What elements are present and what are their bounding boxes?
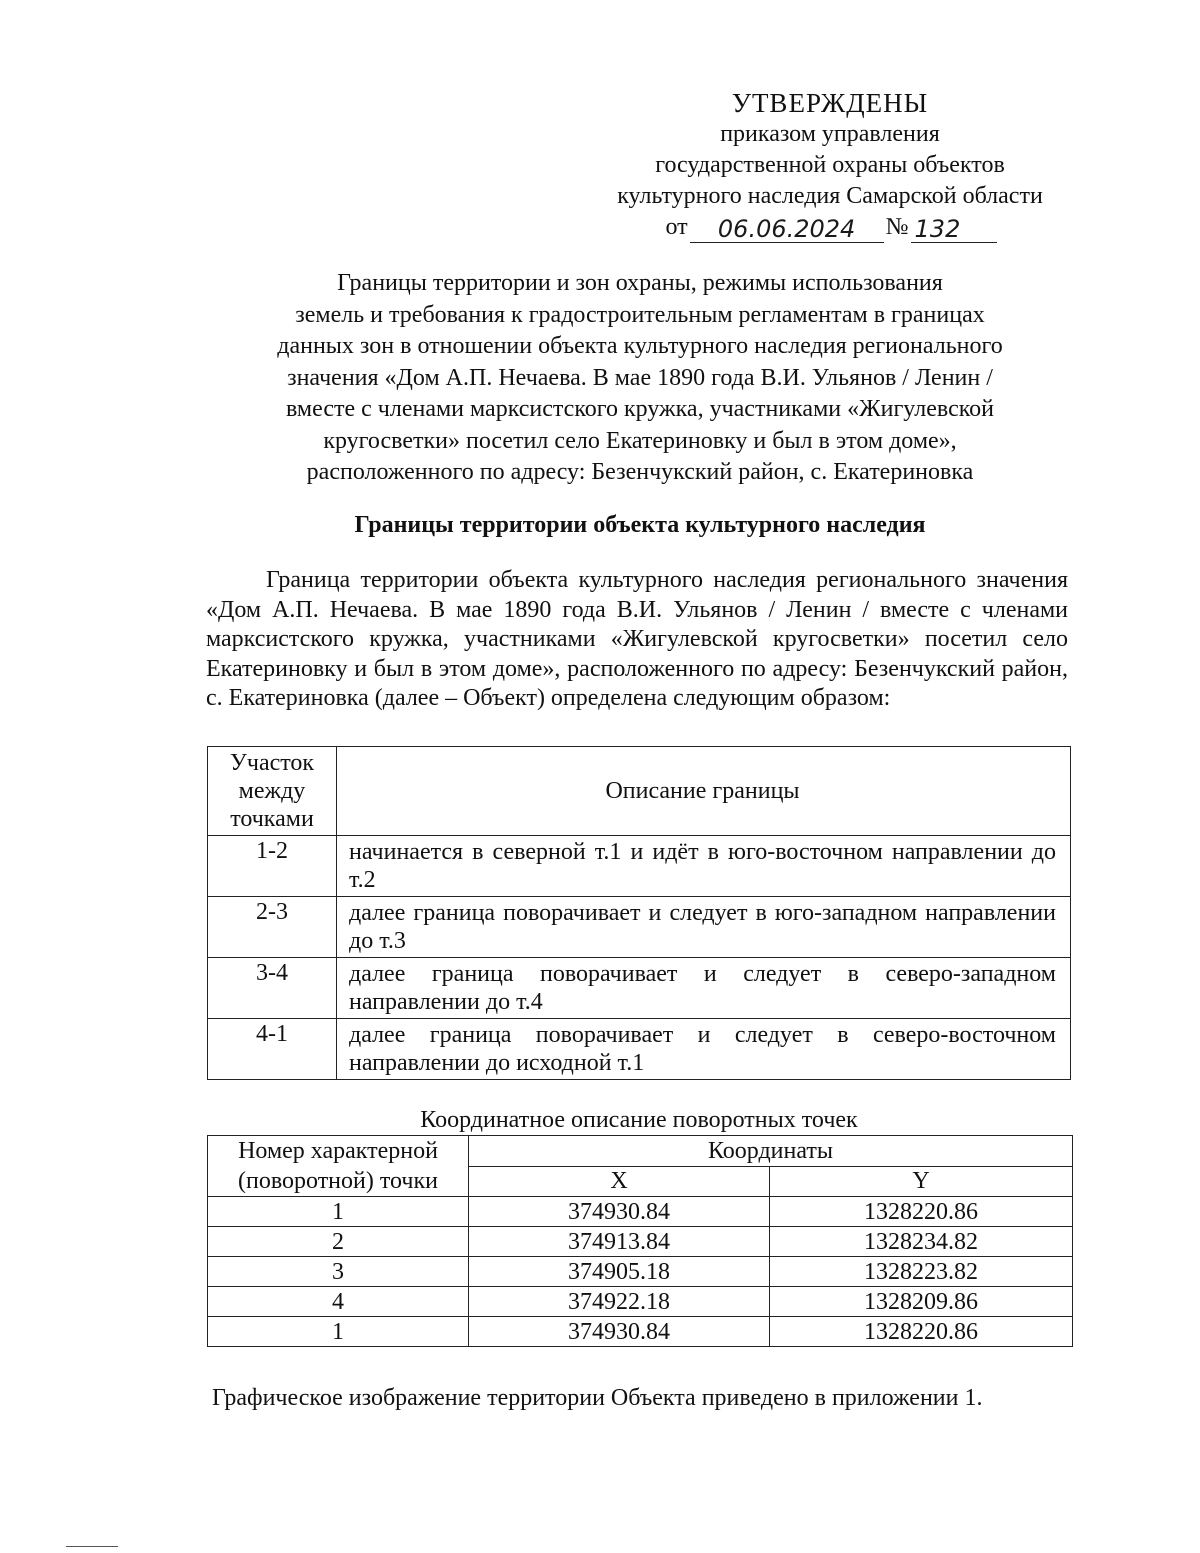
point-cell: 1 <box>208 1317 469 1347</box>
description-cell: далее граница поворачивает и следует в северо-восточном направлении до исходной т.1 <box>337 1019 1071 1080</box>
title-line: значения «Дом А.П. Нечаева. В мае 1890 года В.И. Ульянов / Ленин / <box>287 364 993 391</box>
table-header-row <box>208 1136 1073 1167</box>
point-cell: 1 <box>208 1197 469 1227</box>
header-description: Описание границы <box>337 747 1071 836</box>
from-label: от <box>665 214 688 240</box>
point-cell: 4 <box>208 1287 469 1317</box>
approval-block <box>560 88 1100 243</box>
description-cell: начинается в северной т.1 и идёт в юго-восточном направлении до т.2 <box>337 836 1071 897</box>
point-cell: 3 <box>208 1257 469 1287</box>
table-row <box>208 1227 1073 1257</box>
segment-cell: 3-4 <box>208 958 337 1019</box>
x-cell: 374922.18 <box>469 1287 770 1317</box>
number-label: № <box>885 214 909 240</box>
approval-line: культурного наследия Самарской области <box>617 183 1043 209</box>
title-line: вместе с членами марксистского кружка, участниками «Жигулевской <box>285 396 995 422</box>
x-cell: 374905.18 <box>469 1257 770 1287</box>
table-row <box>208 897 1071 958</box>
header-point <box>208 1136 469 1197</box>
intro-paragraph: Граница территории объекта культурного наследия регионального значения «Дом А.П. Нечаева. В мае 1890 года В.И. Ульянов / Ленин / вместе с членами марксистского кружка, участниками «Жигулевской кругосветки» посетил село Екатериновку и был в этом доме», расположенного по адресу: Безенчукский район, с. Екатериновка (далее – Объект) определена следующим образом: <box>206 567 1068 711</box>
table-header-row <box>208 747 1071 836</box>
x-cell: 374930.84 <box>469 1197 770 1227</box>
handwritten-date: 06.06.2024 <box>690 216 884 243</box>
coordinates-table <box>207 1135 1073 1347</box>
table-row <box>208 1257 1073 1287</box>
document-title <box>210 268 1070 489</box>
header-y: Y <box>770 1166 1073 1197</box>
description-cell: далее граница поворачивает и следует в юго-западном направлении до т.3 <box>337 897 1071 958</box>
description-cell: далее граница поворачивает и следует в северо-западном направлении до т.4 <box>337 958 1071 1019</box>
title-line: расположенного по адресу: Безенчукский район, с. Екатериновка <box>306 459 974 485</box>
footer-text: Графическое изображение территории Объекта приведено в приложении 1. <box>212 1385 983 1411</box>
segment-cell: 2-3 <box>208 897 337 958</box>
x-cell: 374913.84 <box>469 1227 770 1257</box>
segment-cell: 1-2 <box>208 836 337 897</box>
header-point-line: Номер характерной <box>238 1138 438 1164</box>
title-line: земель и требования к градостроительным регламентам в границах <box>295 301 985 328</box>
title-line: кругосветки» посетил село Екатериновку и был в этом доме», <box>323 427 957 454</box>
title-line: данных зон в отношении объекта культурного наследия регионального <box>277 333 1003 359</box>
y-cell: 1328220.86 <box>770 1317 1073 1347</box>
y-cell: 1328209.86 <box>770 1287 1073 1317</box>
approval-line: приказом управления <box>720 121 940 147</box>
segment-cell: 4-1 <box>208 1019 337 1080</box>
point-cell: 2 <box>208 1227 469 1257</box>
boundary-table <box>207 746 1071 1080</box>
header-point-line: (поворотной) точки <box>238 1168 438 1194</box>
table-row <box>208 836 1071 897</box>
section-title: Границы территории объекта культурного наследия <box>354 512 926 538</box>
approval-date-number-line <box>560 212 1100 243</box>
x-cell: 374930.84 <box>469 1317 770 1347</box>
header-segment: Участок между точками <box>208 747 337 836</box>
table-row <box>208 1317 1073 1347</box>
y-cell: 1328223.82 <box>770 1257 1073 1287</box>
coordinates-caption: Координатное описание поворотных точек <box>420 1107 858 1133</box>
handwritten-number: 132 <box>911 216 997 243</box>
header-x: X <box>469 1166 770 1197</box>
y-cell: 1328220.86 <box>770 1197 1073 1227</box>
table-row <box>208 1019 1071 1080</box>
y-cell: 1328234.82 <box>770 1227 1073 1257</box>
approval-heading: УТВЕРЖДЕНЫ <box>731 88 929 118</box>
table-row <box>208 1197 1073 1227</box>
margin-mark <box>66 1546 118 1547</box>
approval-line: государственной охраны объектов <box>655 152 1005 178</box>
table-row <box>208 1287 1073 1317</box>
table-row <box>208 958 1071 1019</box>
title-line: Границы территории и зон охраны, режимы использования <box>337 270 943 296</box>
header-coordinates: Координаты <box>469 1136 1073 1167</box>
